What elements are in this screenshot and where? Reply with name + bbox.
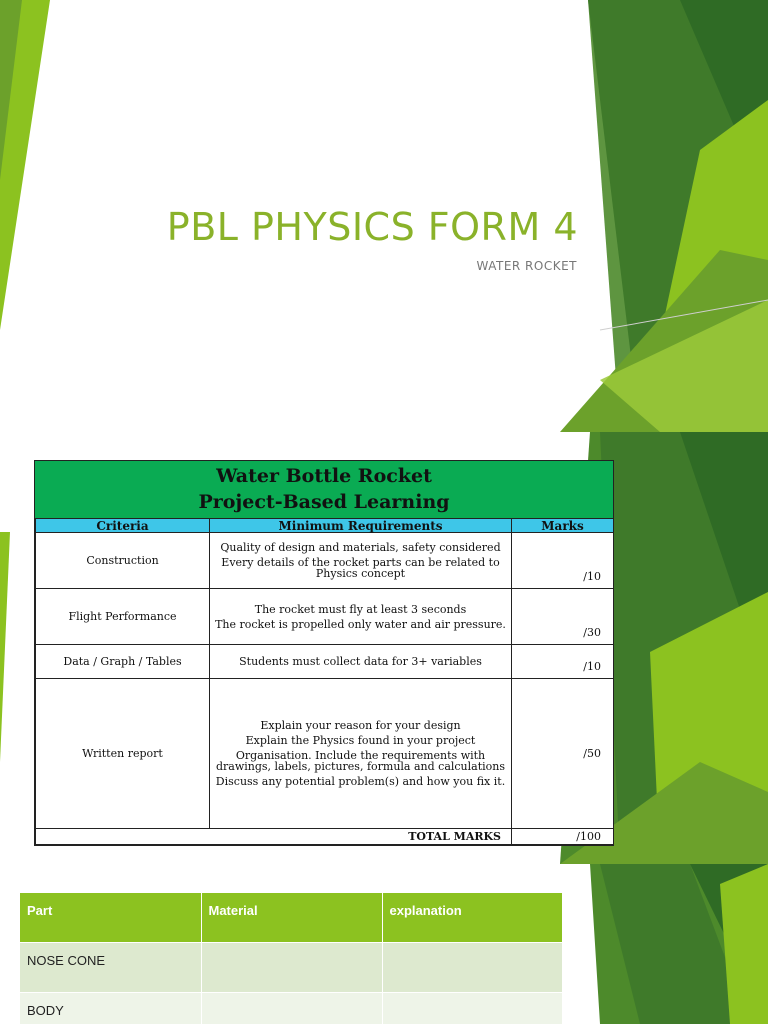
rubric-title xyxy=(35,461,613,518)
parts-header-material: Material xyxy=(201,893,382,943)
rubric-row xyxy=(36,679,614,829)
parts-cell xyxy=(201,993,382,1024)
rubric-requirement: Organisation. Include the requirements with drawings, labels, pictures, formula and calculations xyxy=(215,749,506,773)
rubric-title-line-1: Water Bottle Rocket xyxy=(216,465,432,487)
parts-header-row xyxy=(20,893,562,943)
rubric-requirement: Discuss any potential problem(s) and how you fix it. xyxy=(215,775,506,788)
rubric-marks: /30 xyxy=(512,589,614,645)
slide-title-text: PBL PHYSICS FORM 4 xyxy=(166,205,578,249)
rubric-criteria: Written report xyxy=(36,679,210,829)
parts-header-part: Part xyxy=(20,893,201,943)
rubric-total-row xyxy=(36,829,614,845)
slide-parts xyxy=(0,864,768,1024)
rubric-marks: /10 xyxy=(512,645,614,679)
parts-cell xyxy=(201,943,382,993)
rubric-criteria: Flight Performance xyxy=(36,589,210,645)
rubric-requirements-cell xyxy=(210,679,512,829)
table-row xyxy=(20,943,562,993)
rubric-header-criteria: Criteria xyxy=(36,519,210,533)
slide-rubric xyxy=(0,432,768,864)
rubric-header-requirements: Minimum Requirements xyxy=(210,519,512,533)
rubric-requirements-cell xyxy=(210,589,512,645)
rubric-requirements-cell xyxy=(210,533,512,589)
rubric-marks: /10 xyxy=(512,533,614,589)
parts-cell xyxy=(382,943,562,993)
rubric-requirement: The rocket is propelled only water and air pressure. xyxy=(215,617,506,631)
rubric-requirement: Students must collect data for 3+ variables xyxy=(239,655,482,668)
rubric-row xyxy=(36,589,614,645)
rubric-requirement: The rocket must fly at least 3 seconds xyxy=(254,602,467,616)
rubric-marks: /50 xyxy=(512,679,614,829)
rubric-criteria: Data / Graph / Tables xyxy=(36,645,210,679)
rubric-requirements-cell xyxy=(210,645,512,679)
rubric-table xyxy=(34,460,614,846)
rubric-requirement: Quality of design and materials, safety considered xyxy=(220,541,501,554)
parts-header-explanation: explanation xyxy=(382,893,562,943)
rubric-requirement: Explain your reason for your design xyxy=(260,719,461,732)
table-row xyxy=(20,993,562,1024)
parts-table xyxy=(20,893,563,1024)
rubric-header-marks: Marks xyxy=(512,519,614,533)
rubric-total-marks: /100 xyxy=(512,829,614,845)
rubric-total-label: TOTAL MARKS xyxy=(36,829,512,845)
slide-subtitle-text: WATER ROCKET xyxy=(476,259,577,273)
rubric-requirement: Explain the Physics found in your project xyxy=(245,734,476,747)
rubric-criteria: Construction xyxy=(36,533,210,589)
rubric-title-line-2: Project-Based Learning xyxy=(198,491,450,513)
parts-cell: NOSE CONE xyxy=(20,943,201,993)
rubric-row xyxy=(36,533,614,589)
rubric-row xyxy=(36,645,614,679)
parts-cell: BODY xyxy=(20,993,201,1024)
rubric-requirement: Every details of the rocket parts can be related to Physics concept xyxy=(221,556,500,580)
slide-title xyxy=(0,0,768,432)
parts-cell xyxy=(382,993,562,1024)
